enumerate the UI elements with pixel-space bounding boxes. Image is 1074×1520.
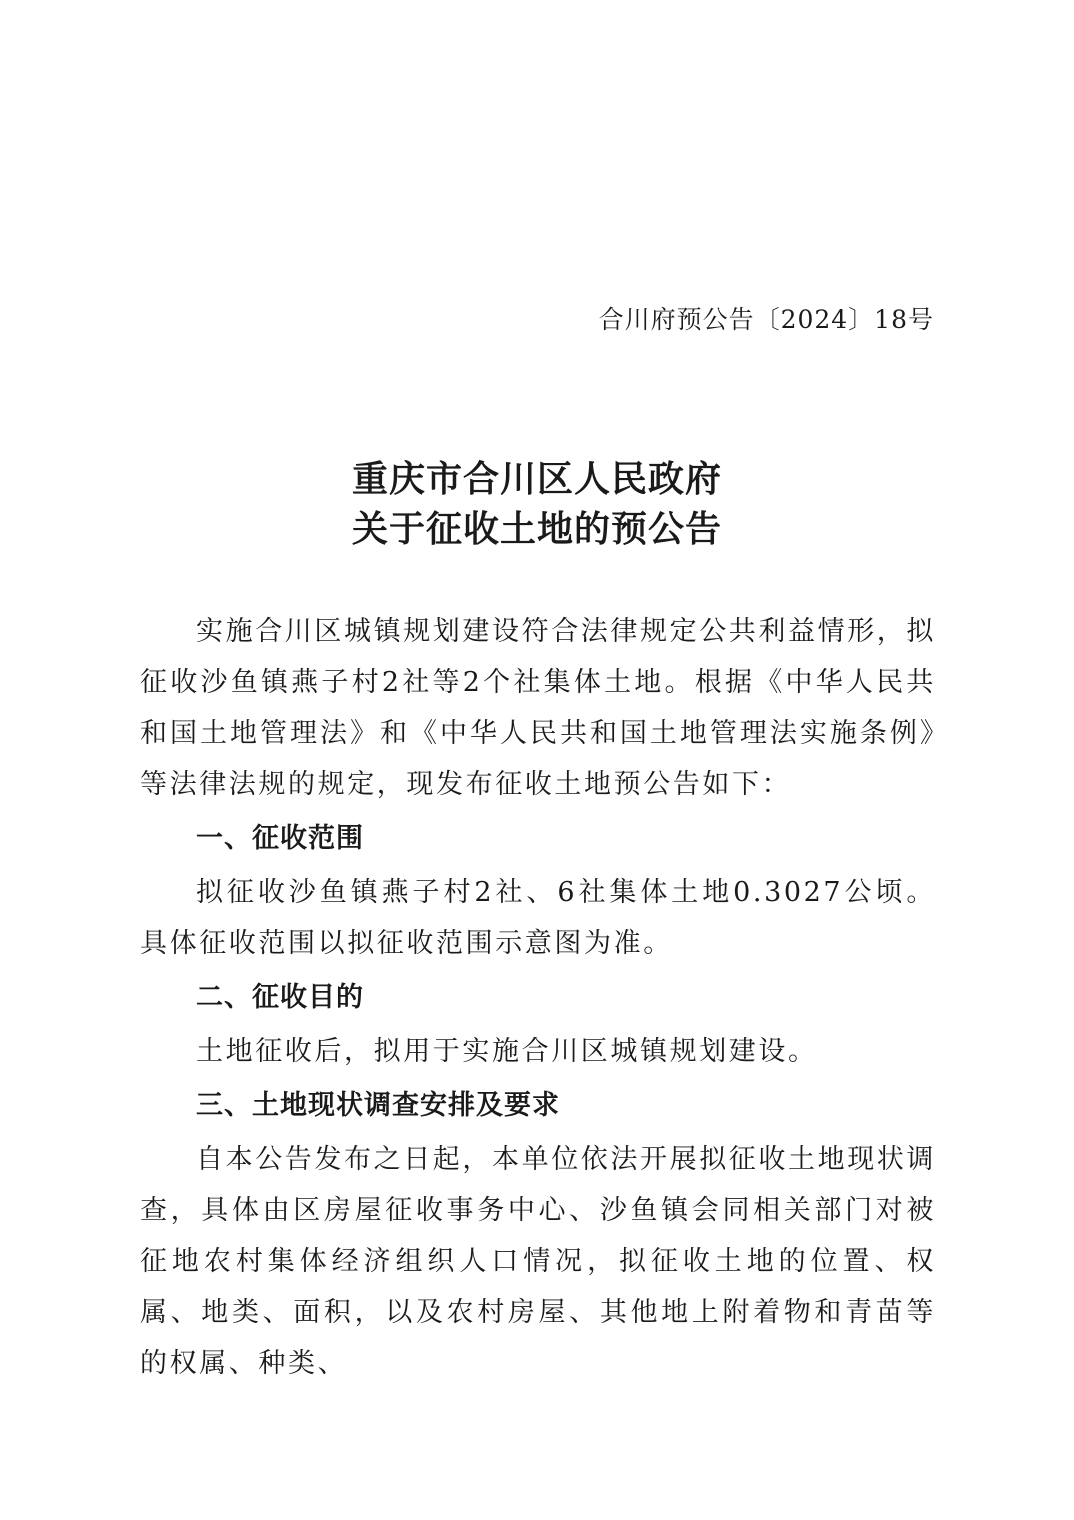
intro-paragraph: 实施合川区城镇规划建设符合法律规定公共利益情形，拟征收沙鱼镇燕子村2社等2个社集体土地。根据《中华人民共和国土地管理法》和《中华人民共和国土地管理法实施条例》等法律法规的规定，现发布征收土地预公告如下： <box>140 616 936 800</box>
section-heading-survey: 三、土地现状调查安排及要求 <box>196 1090 560 1121</box>
title-line-1: 重庆市合川区人民政府 <box>351 459 722 500</box>
section-text-survey: 自本公告发布之日起，本单位依法开展拟征收土地现状调查，具体由区房屋征收事务中心、沙鱼镇会同相关部门对被征地农村集体经济组织人口情况，拟征收土地的位置、权属、地类、面积，以及农村房屋、其他地上附着物和青苗等的权属、种类、 <box>140 1144 936 1379</box>
document-number: 合川府预公告〔2024〕18号 <box>598 305 934 334</box>
document-body <box>140 606 936 1392</box>
section-text-purpose: 土地征收后，拟用于实施合川区城镇规划建设。 <box>196 1036 818 1067</box>
document-title <box>0 455 1074 555</box>
section-text-scope: 拟征收沙鱼镇燕子村2社、6社集体土地0.3027公顷。具体征收范围以拟征收范围示意图为准。 <box>140 877 936 959</box>
section-heading-scope: 一、征收范围 <box>196 823 364 854</box>
section-heading-purpose: 二、征收目的 <box>196 982 364 1013</box>
title-line-2: 关于征收土地的预公告 <box>351 509 722 550</box>
